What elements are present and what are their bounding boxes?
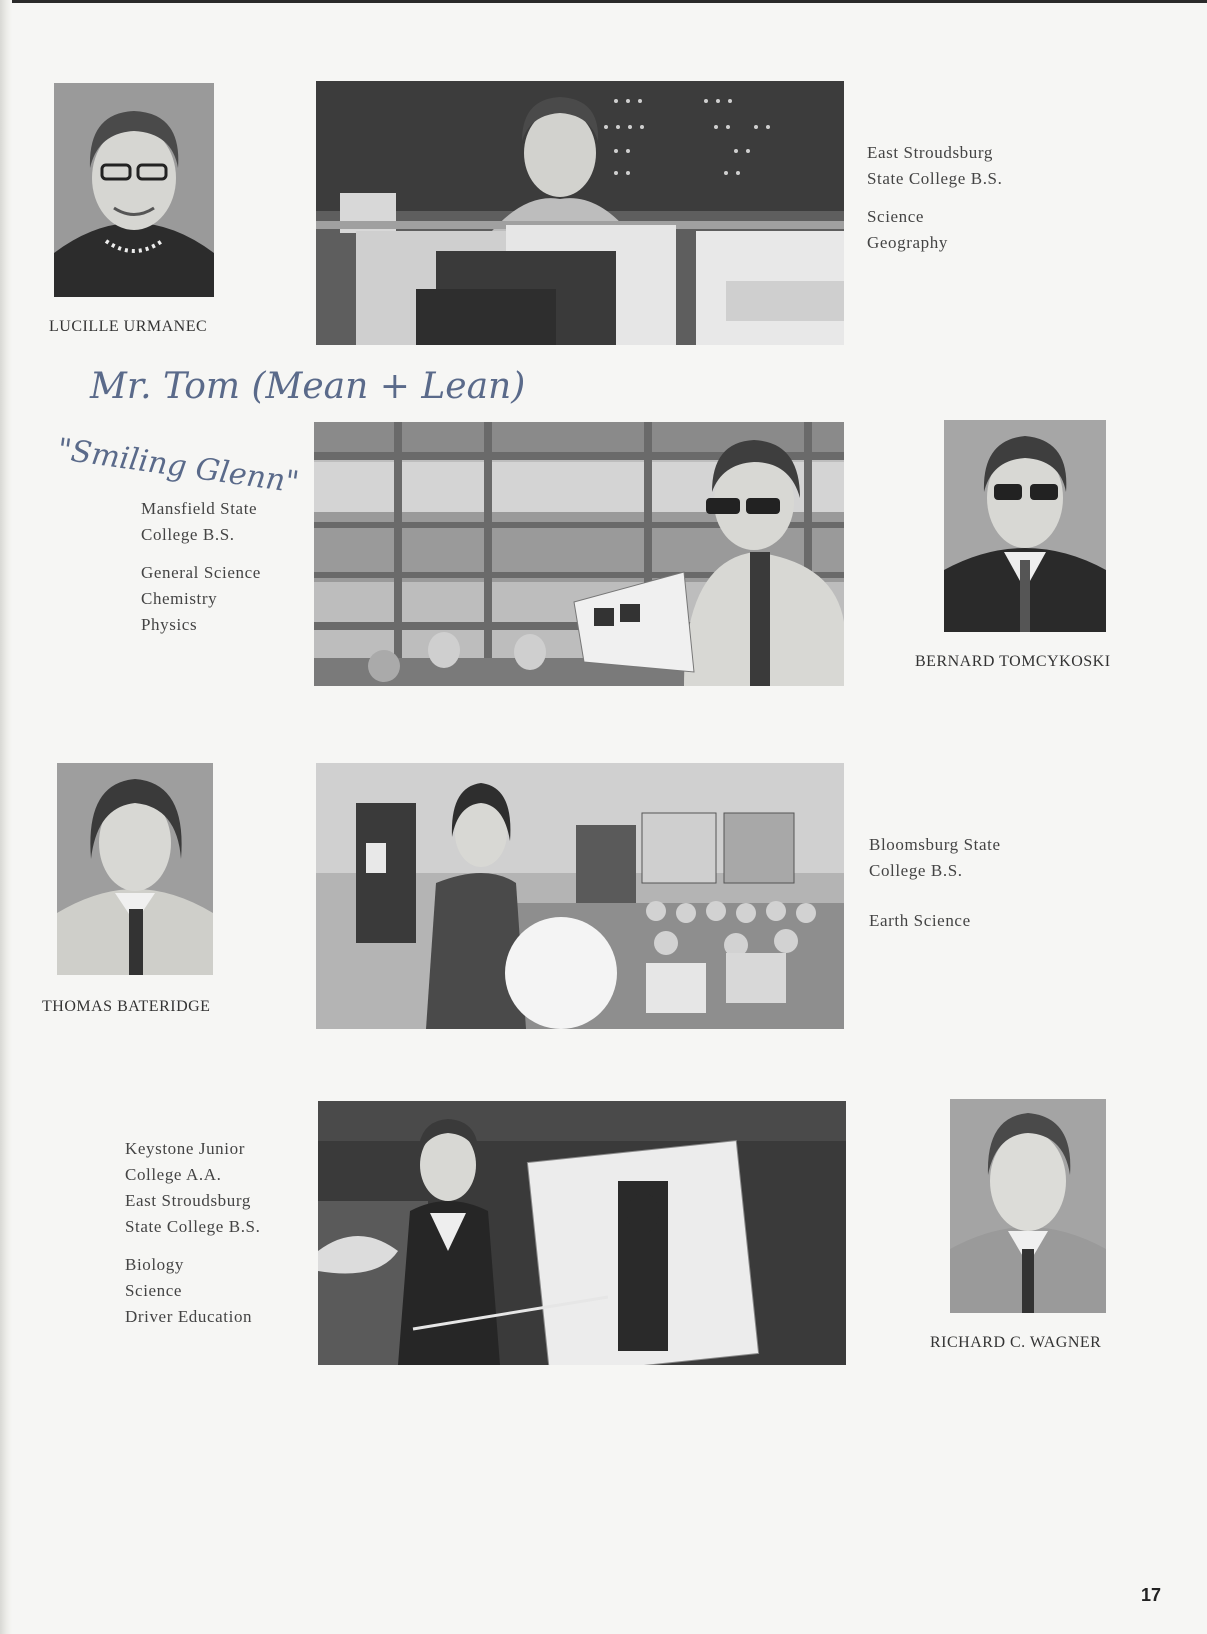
binding-edge	[0, 0, 12, 1634]
teacher-credentials	[125, 1136, 260, 1330]
subject-line: General Science	[141, 563, 261, 582]
handwritten-note: "Smiling Glenn"	[55, 432, 302, 501]
credential-line: College B.S.	[869, 861, 963, 880]
teacher-credentials	[867, 140, 1002, 256]
top-edge-line	[0, 0, 1207, 3]
portrait-richard-wagner	[950, 1099, 1106, 1313]
credential-line: Mansfield State	[141, 499, 258, 518]
portrait-thomas-bateridge	[57, 763, 213, 975]
teacher-name: LUCILLE URMANEC	[49, 318, 208, 335]
credential-line: State College B.S.	[867, 169, 1003, 188]
credential-line: East Stroudsburg	[125, 1191, 251, 1210]
classroom-photo-urmanec	[316, 81, 844, 345]
teacher-credentials	[869, 832, 1001, 934]
page-number: 17	[1140, 1585, 1161, 1605]
subject-line: Chemistry	[141, 589, 218, 608]
teacher-name: THOMAS BATERIDGE	[42, 998, 211, 1015]
handwritten-note: Mr. Tom (Mean + Lean)	[90, 366, 526, 407]
teacher-name: RICHARD C. WAGNER	[930, 1334, 1102, 1351]
subject-line: Biology	[125, 1255, 184, 1274]
teacher-name: BERNARD TOMCYKOSKI	[915, 653, 1111, 670]
subject-line: Science	[867, 207, 925, 226]
subject-line: Driver Education	[125, 1307, 253, 1326]
subject-line: Science	[125, 1281, 183, 1300]
portrait-bernard-tomcykoski	[944, 420, 1106, 632]
credential-line: State College B.S.	[125, 1217, 261, 1236]
teacher-credentials	[141, 496, 261, 638]
credential-line: College A.A.	[125, 1165, 222, 1184]
subject-line: Geography	[867, 233, 948, 252]
credential-line: Keystone Junior	[125, 1139, 245, 1158]
classroom-photo-tomcykoski	[314, 422, 844, 686]
subject-line: Earth Science	[869, 911, 971, 930]
subject-line: Physics	[141, 615, 198, 634]
classroom-photo-bateridge	[316, 763, 844, 1029]
credential-line: East Stroudsburg	[867, 143, 993, 162]
portrait-lucille-urmanec	[54, 83, 214, 297]
classroom-photo-wagner	[318, 1101, 846, 1365]
credential-line: Bloomsburg State	[869, 835, 1001, 854]
credential-line: College B.S.	[141, 525, 235, 544]
